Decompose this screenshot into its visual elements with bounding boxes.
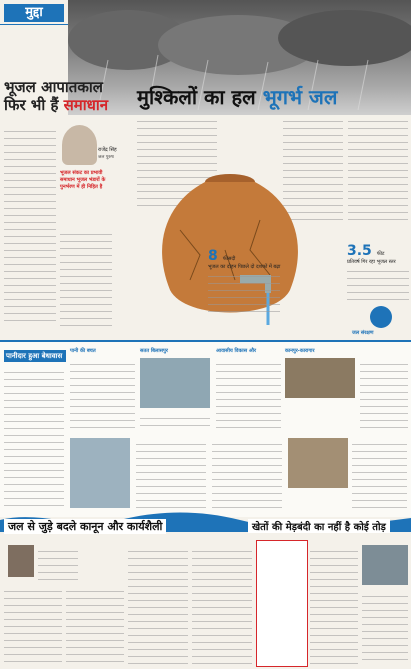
bottom-left-col1 (4, 585, 62, 665)
mid-tab-3: आवासीय विकास और (216, 348, 256, 354)
bottom-left-col2 (66, 585, 124, 665)
left-article-col2 (60, 228, 112, 326)
mid-tab-1: पानी की बचत (70, 348, 96, 354)
mid-text-5 (136, 438, 206, 508)
mid-text-1 (70, 358, 135, 430)
bottom-mid-col1 (128, 545, 188, 665)
tap-icon (370, 306, 392, 328)
mid-text-6 (212, 438, 282, 508)
bottom-left-title: जल से जुड़े बदले कानून और कार्यशैली (4, 519, 166, 534)
mid-text-4 (360, 358, 408, 430)
stat-8: 8 फीसदी भूजल का दोहन पिछले दो दशकों में बढ़ा (208, 248, 281, 270)
bottom-author-photo (8, 545, 34, 577)
left-headline: भूजल आपातकाल फिर भी हैं समाधान (4, 78, 109, 114)
badge-label: जल संरक्षण (352, 330, 374, 336)
bottom-right-photo (362, 545, 408, 585)
bottom-infographic (256, 540, 308, 667)
mid-photo-2 (285, 358, 355, 398)
mid-tab-4: कानपुर-कारागार (285, 348, 315, 354)
author-name: राजेंद्र सिंह (98, 147, 117, 153)
mid-photo-4 (288, 438, 348, 488)
pull-quote: भूजल संकट का प्रभावी समाधान भूजल भंडारों के पुनर्भरण में ही निहित है (60, 170, 106, 190)
mid-text-3 (216, 358, 281, 430)
bottom-right-col2 (362, 590, 408, 665)
mid-text-2 (140, 412, 210, 432)
bottom-mid-col2 (192, 545, 252, 665)
bottom-left-lead (38, 545, 78, 580)
author-caption: जल पुरुष (98, 155, 114, 160)
bottom-right-col1 (310, 545, 358, 665)
mid-header: पानीदार हुआ बेधावास (4, 350, 66, 362)
right-article-col2 (348, 115, 408, 225)
mid-left-text (4, 366, 64, 506)
bottom-right-title: खेतों की मेड़बंदी का नहीं है कोई तोड़ (248, 519, 390, 533)
author-photo (62, 125, 97, 165)
stat-3-5: 3.5 फीट प्रतिवर्ष गिर रहा भूजल स्तर (347, 243, 396, 265)
stat-8-body (208, 270, 280, 315)
hero-title: मुश्किलों का हल भूगर्भ जल (137, 85, 338, 109)
left-article-col1 (4, 125, 56, 325)
mid-photo-3 (70, 438, 130, 508)
stat-3-5-body (347, 265, 409, 305)
header-section-tag: मुद्दा (4, 4, 64, 22)
mid-text-7 (352, 438, 407, 508)
mid-tab-2: सतत बिलासपुर (140, 348, 168, 354)
mid-photo-1 (140, 358, 210, 408)
